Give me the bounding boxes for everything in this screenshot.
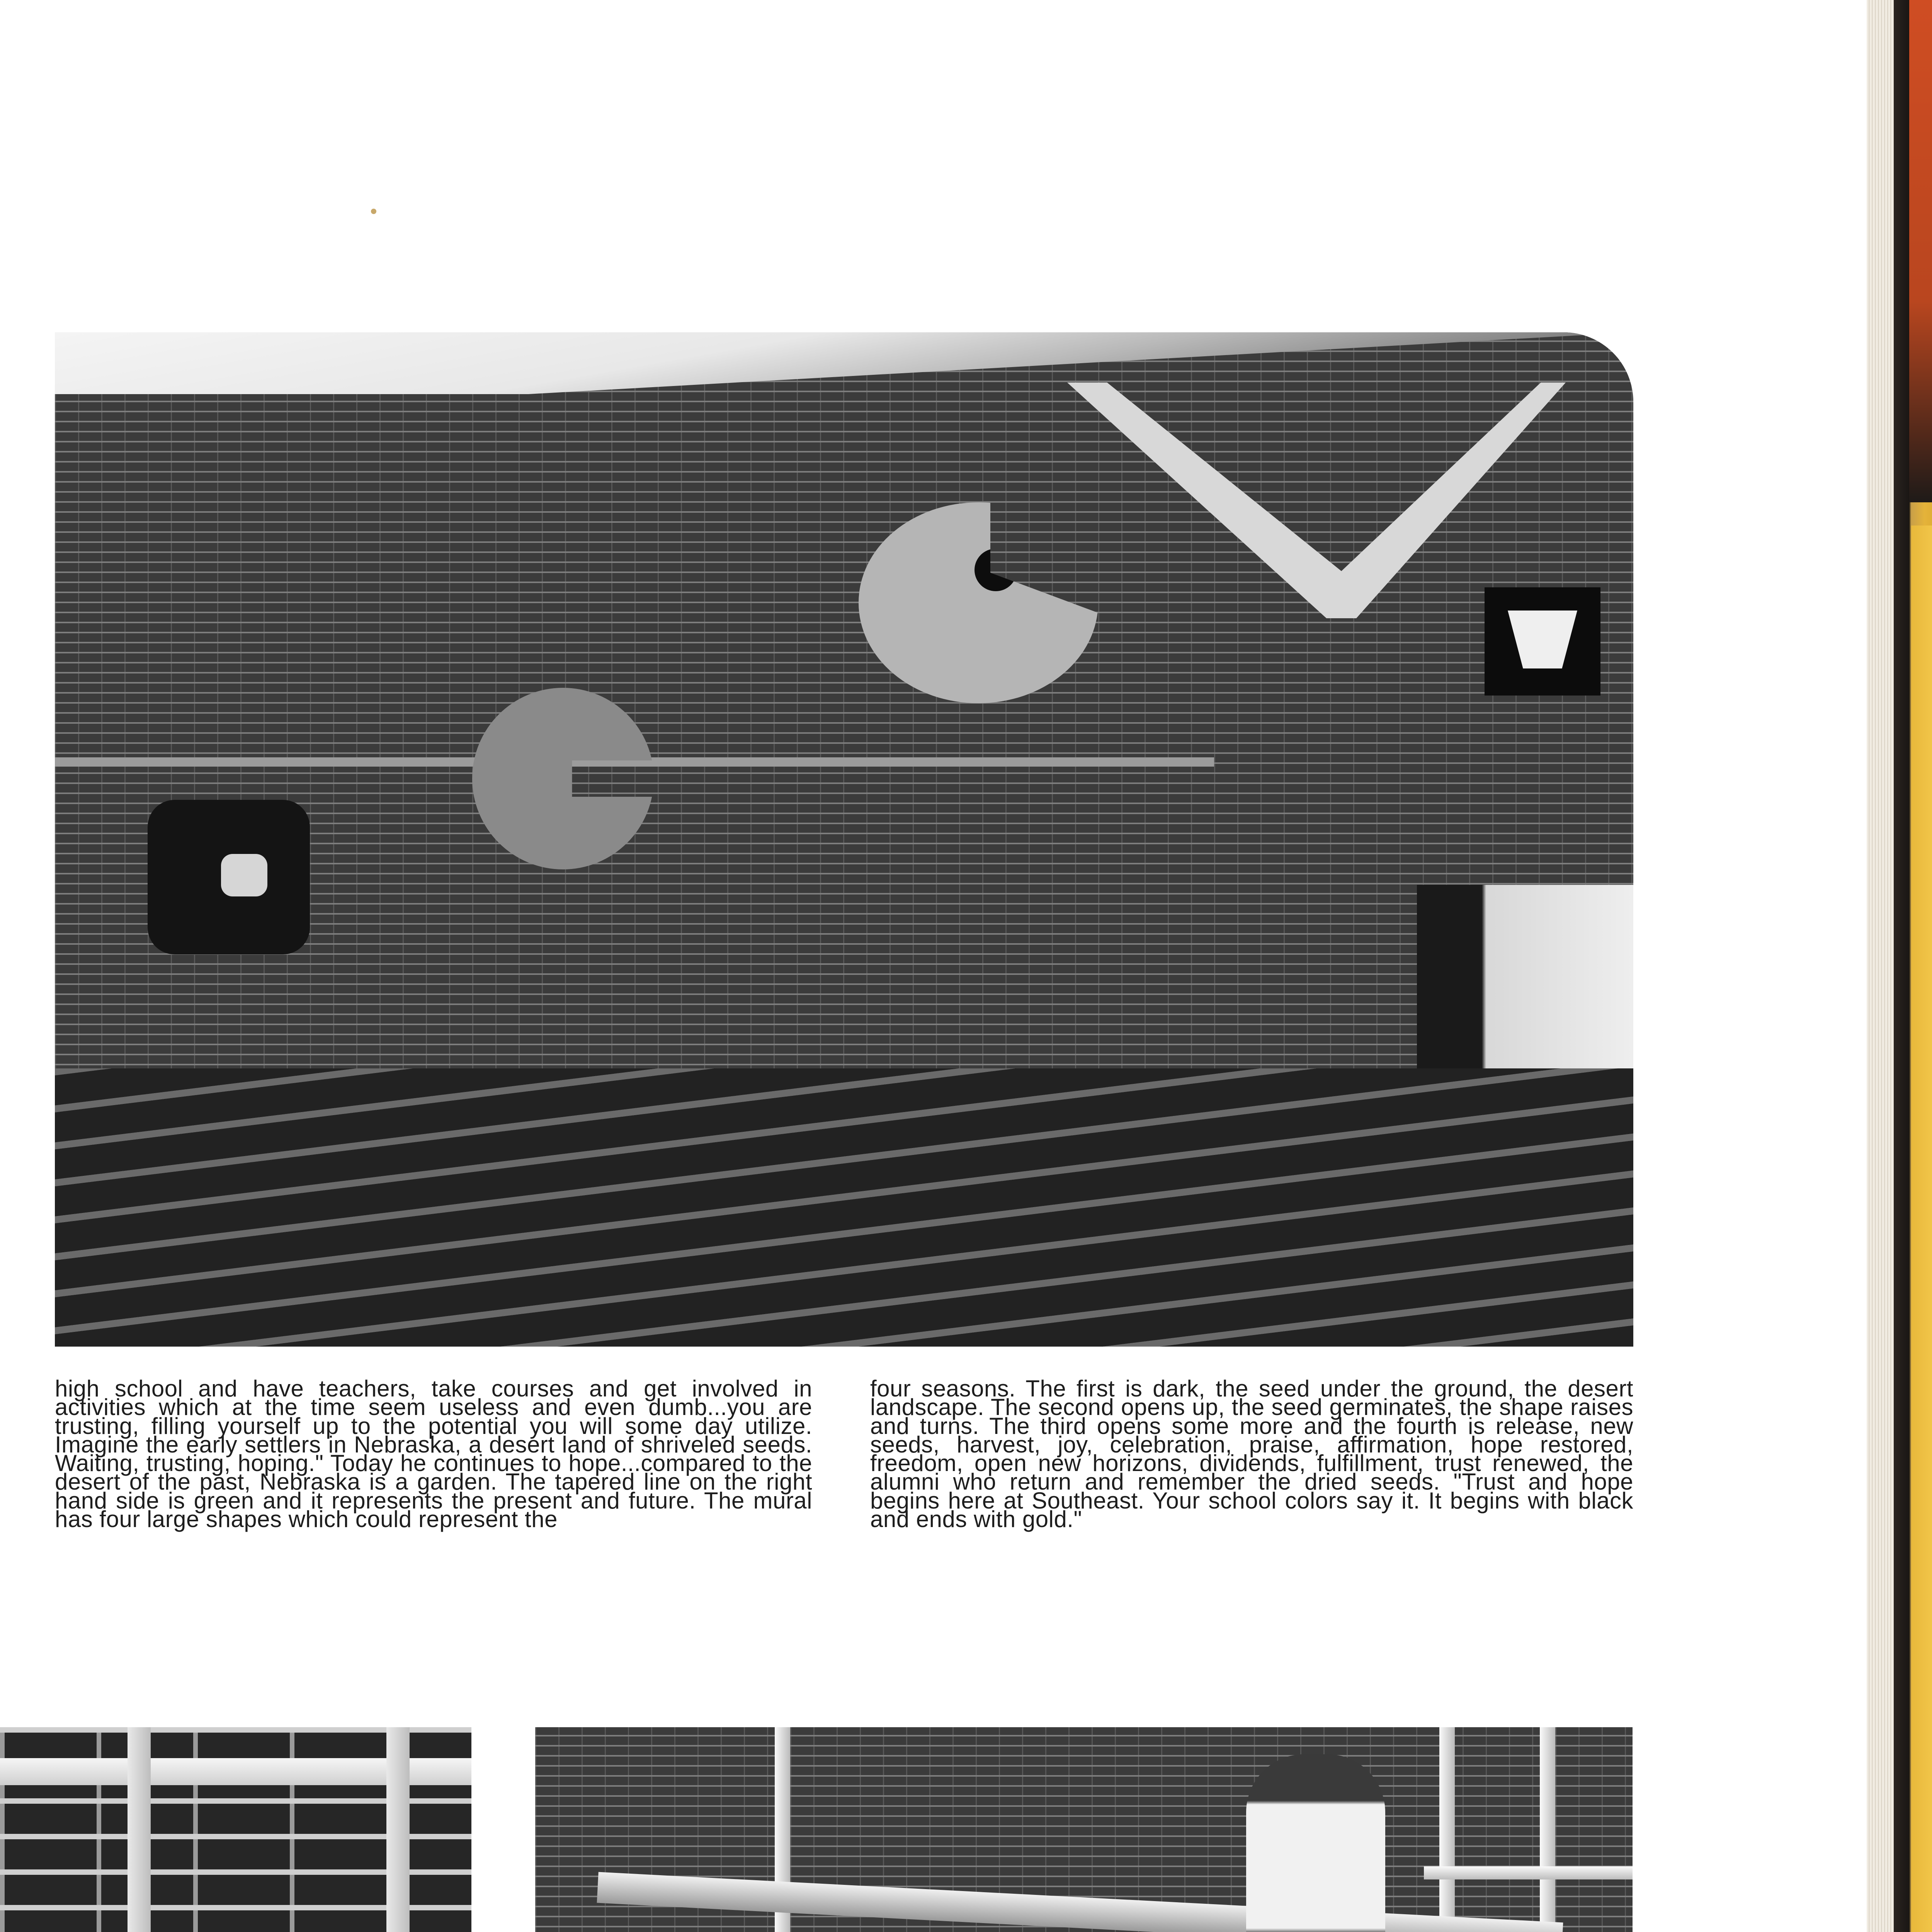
- article-column-right: four seasons. The first is dark, the seed under the ground, the desert landscape. The second opens up, the seed germinates, the shape raises and turns. The third opens some more and the fourth is release, new seeds, harvest, joy, celebration, praise, affirmation, hope restored, freedom, open new horizons, dividends, fulfillment, trust renewed, the alumni who return and remember the dried seeds. "Trust and hope begins here at Southeast. Your school colors say it. It begins with black and ends with gold.": [870, 1376, 1633, 1532]
- mural-shape-fourth: [1067, 383, 1566, 618]
- mural-shape-dark: [148, 800, 310, 954]
- auditorium-door: [1417, 885, 1633, 1086]
- mural-shape-opening: [221, 854, 267, 896]
- auditorium-ceiling: [55, 332, 1633, 394]
- scaffold-pole: [128, 1727, 151, 1932]
- scaffold-beam: [597, 1872, 1563, 1932]
- mural-seed-dot: [975, 549, 1017, 591]
- mural-shape-third: [859, 502, 1098, 703]
- book-binding-edge: [1867, 0, 1932, 1932]
- scaffold-pole: [386, 1727, 410, 1932]
- mural-shape-second: [472, 688, 654, 869]
- mural-installation-photo: [535, 1727, 1633, 1932]
- paper-speck: [371, 209, 376, 214]
- artist-on-scaffold: [1246, 1754, 1385, 1932]
- binding-gold-strip: [1911, 526, 1932, 1932]
- scaffold-rail: [1424, 1866, 1633, 1879]
- mural-keystone-shape: [1485, 587, 1600, 696]
- article-column-left: high school and have teachers, take courses and get involved in activities which at the time seem useless and even dumb...you are trusting, filling yourself up to the potential you will some day utilize. Imagine the early settlers in Nebraska, a desert land of shriveled seeds. Waiting, trusting, hoping." Today he continues to hope...compared to the desert of the past, Nebraska is a garden. The tapered line on the right hand side is green and it represents the present and future. The mural has four large shapes which could represent the: [55, 1376, 812, 1532]
- auditorium-seats: [55, 1068, 1633, 1347]
- scaffold-pole: [1540, 1727, 1555, 1932]
- auditorium-mural-photo: [55, 332, 1633, 1347]
- page-stack-edge: [1867, 0, 1894, 1932]
- binding-orange-strip: [1909, 0, 1932, 502]
- scaffolding-closeup-photo: [0, 1727, 471, 1932]
- scaffold-pole: [1439, 1727, 1455, 1932]
